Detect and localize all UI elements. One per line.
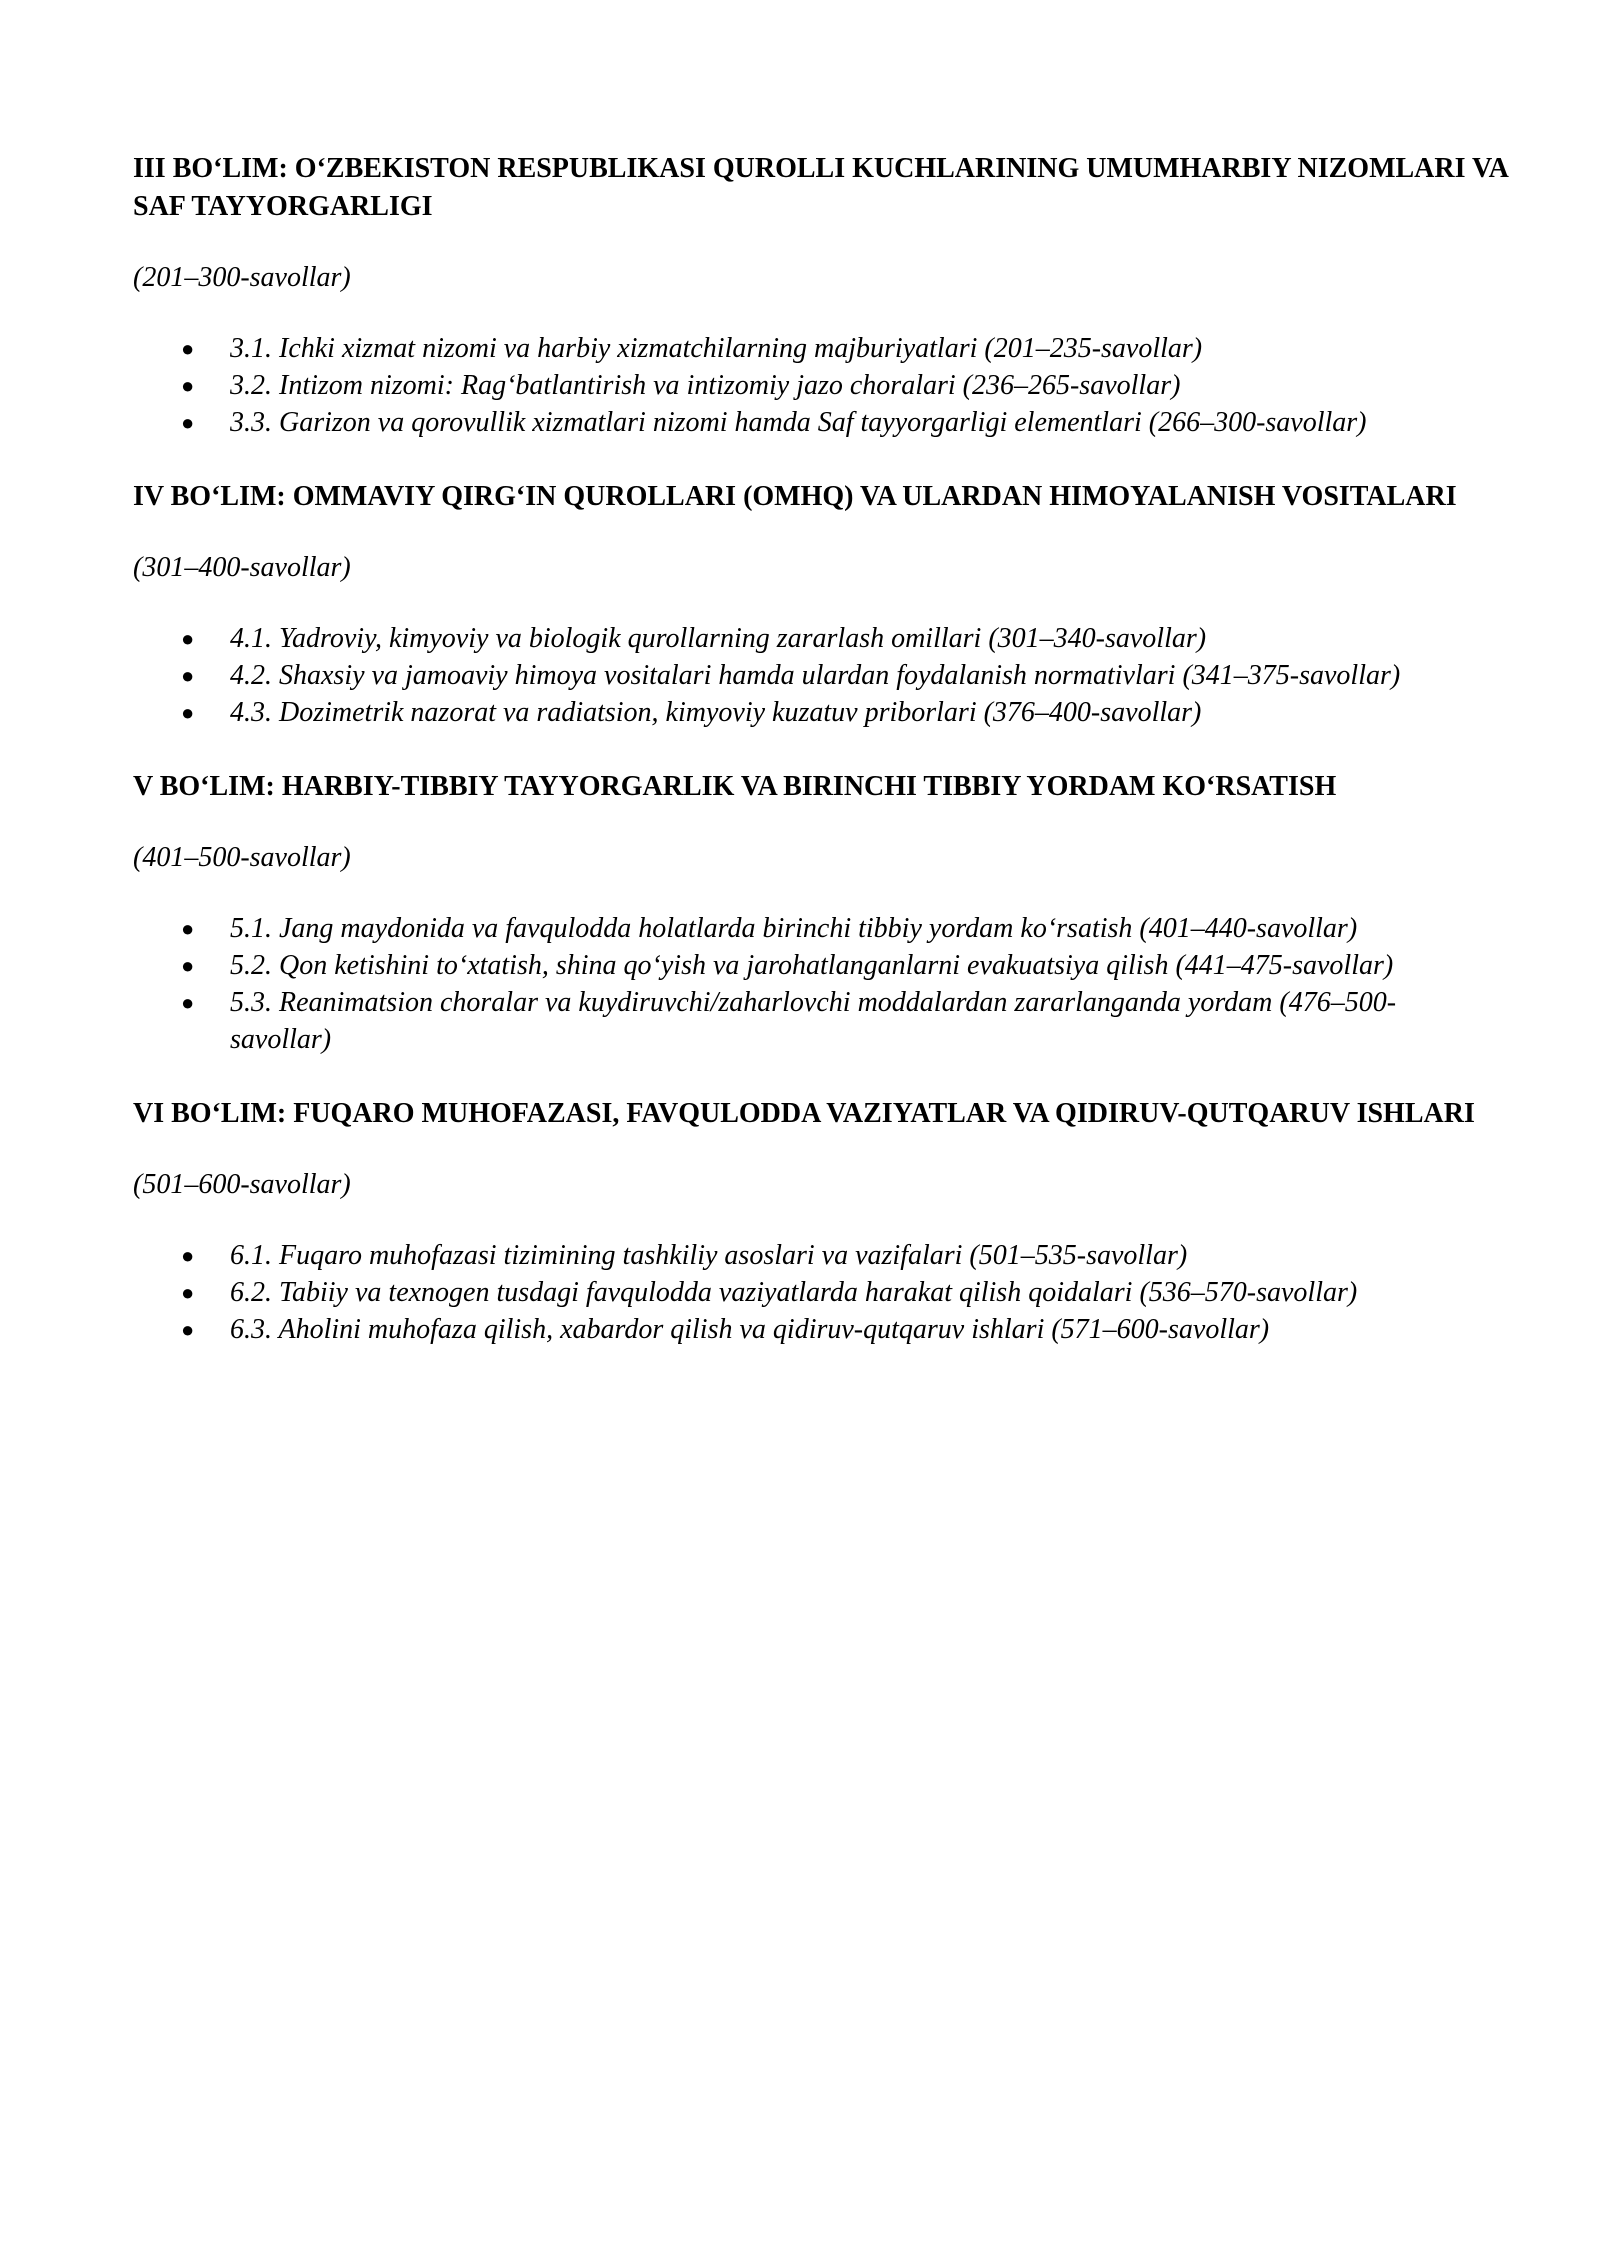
bullet-icon: ● [181, 700, 195, 725]
list-item-text: 5.2. Qon ketishini to‘xtatish, shina qo‘yish va jarohatlanganlarni evakuatsiya qilish (441–475-savollar) [230, 950, 1394, 981]
bullet-icon: ● [181, 990, 195, 1015]
list-item-text: 3.1. Ichki xizmat nizomi va harbiy xizmatchilarning majburiyatlari (201–235-savollar) [230, 333, 1203, 364]
list-item-text: 5.3. Reanimatsion choralar va kuydiruvchi/zaharlovchi moddalardan zararlanganda yordam (476–500-savollar) [230, 987, 1397, 1055]
list-item-text: 4.2. Shaxsiy va jamoaviy himoya vositalari hamda ulardan foydalanish normativlari (341–375-savollar) [230, 660, 1401, 691]
bullet-icon: ● [181, 1280, 195, 1305]
list-item [133, 330, 1470, 367]
section-title: IV BO‘LIM: OMMAVIY QIRG‘IN QUROLLARI (OMHQ) VA ULARDAN HIMOYALANISH VOSITALARI [133, 481, 1457, 512]
bullet-icon: ● [181, 953, 195, 978]
bullet-icon: ● [181, 916, 195, 941]
section-title: V BO‘LIM: HARBIY-TIBBIY TAYYORGARLIK VA BIRINCHI TIBBIY YORDAM KO‘RSATISH [133, 771, 1337, 802]
list-item [133, 694, 1470, 731]
document-page [133, 150, 1533, 1348]
topic-list [133, 1237, 1533, 1348]
list-item-text: 6.2. Tabiiy va texnogen tusdagi favqulodda vaziyatlarda harakat qilish qoidalari (536–570-savollar) [230, 1277, 1358, 1308]
list-item-text: 4.3. Dozimetrik nazorat va radiatsion, kimyoviy kuzatuv priborlari (376–400-savollar) [230, 697, 1202, 728]
question-range: (501–600-savollar) [133, 1169, 351, 1200]
topic-list [133, 620, 1533, 731]
list-item-text: 3.2. Intizom nizomi: Rag‘batlantirish va intizomiy jazo choralari (236–265-savollar) [230, 370, 1181, 401]
question-range: (401–500-savollar) [133, 842, 351, 873]
list-item-text: 3.3. Garizon va qorovullik xizmatlari nizomi hamda Saf tayyorgarligi elementlari (266–300-savollar) [230, 407, 1367, 438]
section-4 [133, 478, 1533, 731]
list-item [133, 620, 1470, 657]
list-item [133, 1274, 1470, 1311]
section-title: III BO‘LIM: O‘ZBEKISTON RESPUBLIKASI QUROLLI KUCHLARINING UMUMHARBIY NIZOMLARI VA SAF TAYYORGARLIGI [133, 153, 1508, 222]
list-item [133, 1311, 1470, 1348]
topic-list [133, 330, 1533, 441]
list-item-text: 6.3. Aholini muhofaza qilish, xabardor qilish va qidiruv-qutqaruv ishlari (571–600-savollar) [230, 1314, 1270, 1345]
list-item-text: 4.1. Yadroviy, kimyoviy va biologik qurollarning zararlash omillari (301–340-savollar) [230, 623, 1207, 654]
list-item [133, 657, 1470, 694]
bullet-icon: ● [181, 373, 195, 398]
topic-list [133, 910, 1533, 1058]
question-range: (301–400-savollar) [133, 552, 351, 583]
list-item [133, 1237, 1470, 1274]
section-5 [133, 768, 1533, 1058]
list-item [133, 910, 1470, 947]
list-item [133, 367, 1470, 404]
section-title: VI BO‘LIM: FUQARO MUHOFAZASI, FAVQULODDA VAZIYATLAR VA QIDIRUV-QUTQARUV ISHLARI [133, 1098, 1475, 1129]
bullet-icon: ● [181, 663, 195, 688]
bullet-icon: ● [181, 410, 195, 435]
section-6 [133, 1095, 1533, 1348]
list-item [133, 984, 1470, 1058]
bullet-icon: ● [181, 626, 195, 651]
question-range: (201–300-savollar) [133, 262, 351, 293]
section-3 [133, 150, 1533, 441]
list-item [133, 947, 1470, 984]
bullet-icon: ● [181, 336, 195, 361]
list-item-text: 5.1. Jang maydonida va favqulodda holatlarda birinchi tibbiy yordam ko‘rsatish (401–440-savollar) [230, 913, 1358, 944]
bullet-icon: ● [181, 1317, 195, 1342]
bullet-icon: ● [181, 1243, 195, 1268]
list-item [133, 404, 1470, 441]
list-item-text: 6.1. Fuqaro muhofazasi tizimining tashkiliy asoslari va vazifalari (501–535-savollar) [230, 1240, 1188, 1271]
